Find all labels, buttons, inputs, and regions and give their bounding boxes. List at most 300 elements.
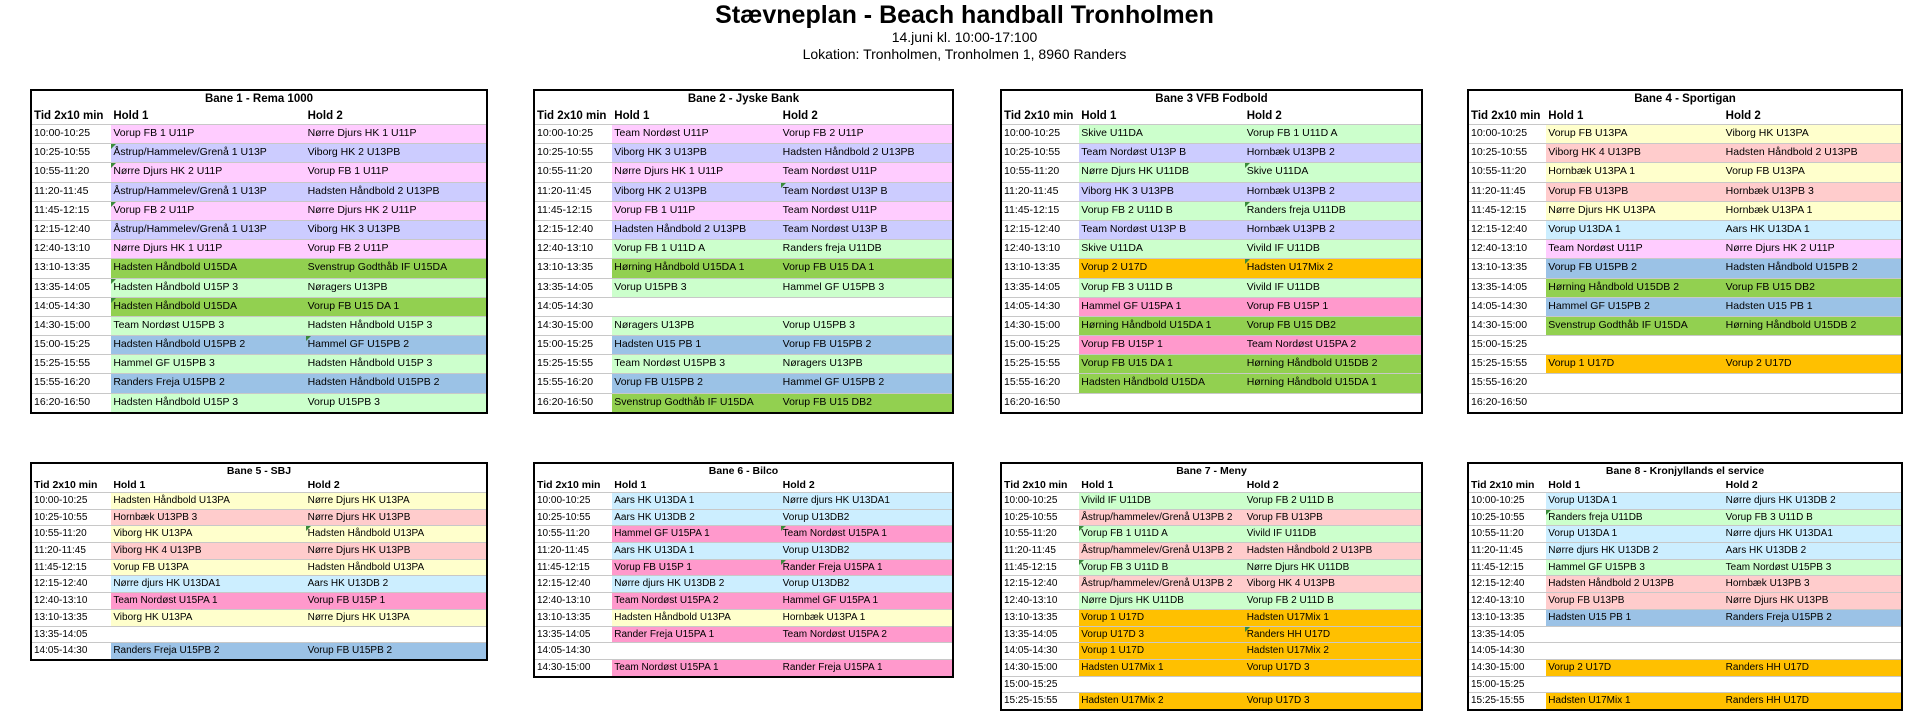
match-row [1002,575,1421,592]
event-location: Lokation: Tronholmen, Tronholmen 1, 8960 Randers [802,46,1127,62]
match-row [1469,692,1901,709]
team-2-cell: Hadsten Håndbold 2 U13PB [1724,144,1901,162]
match-time: 13:10-13:35 [535,610,612,626]
match-row [32,182,486,201]
team-1-cell: Hørning Håndbold U15DB 2 [1546,279,1723,297]
team-2-cell: Nørre Djurs HK U13PA [306,610,486,626]
team-2-cell: Hornbæk U13PB 3 [1724,183,1901,201]
team-2-cell: Hornbæk U13PB 2 [1245,183,1421,201]
match-time: 15:25-15:55 [1469,693,1546,709]
time-column-header: Tid 2x10 min [1471,110,1541,122]
match-time: 11:45-12:15 [1002,202,1079,220]
match-row [32,201,486,220]
court-title: Bane 2 - Jyske Bank [687,93,800,105]
team-2-cell: Hadsten Håndbold 2 U13PB [306,183,486,201]
match-time: 13:10-13:35 [1469,610,1546,626]
match-time: 11:45-12:15 [32,560,111,576]
match-row [32,162,486,181]
team-1-cell: Vorup 2 U17D [1546,660,1723,676]
team-2-cell: Hammel GF U15PA 1 [781,593,952,609]
team-2-cell: Nørre Djurs HK 1 U11P [306,125,486,143]
match-time: 10:25-10:55 [32,144,111,162]
team-1-cell: Team Nordøst U15PB 3 [111,317,305,335]
match-time: 14:30-15:00 [1002,317,1079,335]
team-1-cell: Vorup FB U13PA [111,560,305,576]
team-2-cell: Vorup U13DB2 [781,543,952,559]
match-time: 13:35-14:05 [1469,627,1546,643]
match-time: 14:05-14:30 [535,298,612,316]
court-table-5 [30,462,488,661]
team-1-cell: Team Nordøst U15PA 1 [612,660,780,676]
team-2-cell: Randers HH U17D [1245,627,1421,643]
match-time: 11:20-11:45 [535,543,612,559]
match-row [1469,592,1901,609]
team-2-cell: Vivild IF U11DB [1245,279,1421,297]
team-1-cell: Hadsten Håndbold U15P 3 [111,394,305,412]
match-time: 15:25-15:55 [1469,355,1546,373]
match-time: 15:25-15:55 [535,355,612,373]
team-2-cell: Nøragers U13PB [781,355,952,373]
match-time: 13:10-13:35 [535,259,612,277]
team-1-cell: Vorup FB U15 DA 1 [1079,355,1244,373]
team-1-cell: Hadsten Håndbold U13PA [612,610,780,626]
team-1-cell: Hadsten U17Mix 1 [1546,693,1723,709]
team-2-cell: Vorup FB 2 U11P [306,240,486,258]
match-time: 14:05-14:30 [32,643,111,659]
team-1-cell: Skive U11DA [1079,125,1244,143]
match-row [1002,609,1421,626]
team-2-cell: Vorup FB 3 U11D B [1724,510,1901,526]
team-2-cell: Nørre djurs HK U13DA1 [1724,526,1901,542]
match-row [32,559,486,576]
match-row [1002,239,1421,258]
team-1-cell: Vorup U15PB 3 [612,279,780,297]
team-2-cell: Team Nordøst U15PA 2 [1245,336,1421,354]
match-time: 10:00-10:25 [1469,125,1546,143]
court-title: Bane 4 - Sportigan [1634,93,1736,105]
team-1-cell: Hadsten Håndbold U15P 3 [111,279,305,297]
match-time: 13:35-14:05 [32,627,111,643]
match-row [1002,316,1421,335]
match-row [535,162,952,181]
match-time: 13:10-13:35 [1002,610,1079,626]
time-column-header: Tid 2x10 min [1004,479,1068,491]
match-time: 13:35-14:05 [1469,279,1546,297]
team-2-cell: Nørre djurs HK U13DA1 [781,493,952,509]
team-2-cell: Viborg HK 2 U13PB [306,144,486,162]
match-row [32,626,486,643]
match-row [1002,542,1421,559]
match-row [1002,373,1421,392]
match-time: 12:40-13:10 [535,593,612,609]
team-1-cell: Viborg HK 2 U13PB [612,183,780,201]
team-2-cell: Hørning Håndbold U15DA 1 [1245,374,1421,392]
match-time: 14:30-15:00 [32,317,111,335]
match-row [32,354,486,373]
time-column-header: Tid 2x10 min [1471,479,1535,491]
team-1-cell: Åstrup/hammelev/Grenå U13PB 2 [1079,576,1244,592]
team-1-cell: Team Nordøst U11P [1546,240,1723,258]
match-row [1469,335,1901,354]
team-1-cell: Hadsten Håndbold 2 U13PB [612,221,780,239]
match-time: 15:25-15:55 [32,355,111,373]
match-row [1469,220,1901,239]
team-2-cell: Vorup FB U15P 1 [1245,298,1421,316]
match-time: 12:40-13:10 [535,240,612,258]
match-row [32,316,486,335]
court-title: Bane 1 - Rema 1000 [204,93,314,105]
match-time: 13:35-14:05 [1002,279,1079,297]
match-time: 12:40-13:10 [32,240,111,258]
match-row [535,575,952,592]
column-headers [1469,478,1901,492]
match-row [1002,162,1421,181]
match-time: 12:15-12:40 [535,576,612,592]
team-2-cell: Hornbæk U13PB 3 [1724,576,1901,592]
match-row [1002,676,1421,693]
team-1-cell: Hadsten Håndbold U15DA [1079,374,1244,392]
team-1-cell: Vorup FB 1 U11D A [612,240,780,258]
match-time: 12:15-12:40 [1469,576,1546,592]
team-1-cell [1546,627,1723,643]
team-2-cell [1724,336,1901,354]
match-time: 12:15-12:40 [535,221,612,239]
team-2-cell [1245,394,1421,412]
team-2-cell: Vorup FB U15 DA 1 [306,298,486,316]
match-time: 10:25-10:55 [32,510,111,526]
match-row [1469,258,1901,277]
court-table-6 [533,462,954,678]
team-1-cell: Randers Freja U15PB 2 [111,643,305,659]
match-time: 10:55-11:20 [1469,526,1546,542]
match-time: 11:20-11:45 [1002,183,1079,201]
match-row [32,592,486,609]
match-row [1002,182,1421,201]
team-1-cell: Vorup U13DA 1 [1546,526,1723,542]
match-row [535,278,952,297]
match-row [1469,393,1901,412]
team-2-cell: Hadsten U15 PB 1 [1724,298,1901,316]
time-column-header: Tid 2x10 min [537,479,601,491]
hold1-column-header: Hold 1 [614,110,650,122]
match-row [32,335,486,354]
match-time: 10:55-11:20 [1002,163,1079,181]
court-table-4 [1467,89,1903,414]
team-2-cell: Team Nordøst U13P B [781,221,952,239]
team-2-cell: Svenstrup Godthåb IF U15DA [306,259,486,277]
team-2-cell: Vorup FB U13PB [1245,510,1421,526]
match-time: 10:25-10:55 [1002,510,1079,526]
match-row [1469,525,1901,542]
match-row [535,492,952,509]
team-1-cell: Nørre djurs HK U13DA1 [111,576,305,592]
team-2-cell: Skive U11DA [1245,163,1421,181]
team-1-cell: Viborg HK 3 U13PB [1079,183,1244,201]
team-1-cell: Hørning Håndbold U15DA 1 [1079,317,1244,335]
match-row [1469,124,1901,143]
match-row [1002,525,1421,542]
team-1-cell: Åstrup/Hammelev/Grenå 1 U13P [111,183,305,201]
team-2-cell: Rander Freja U15PA 1 [781,660,952,676]
match-row [535,143,952,162]
match-time: 15:55-16:20 [535,374,612,392]
team-2-cell: Randers HH U17D [1724,693,1901,709]
match-time: 12:40-13:10 [1002,240,1079,258]
team-2-cell: Vorup FB U15 DB2 [1245,317,1421,335]
team-1-cell: Hammel GF U15PB 3 [111,355,305,373]
team-2-cell: Vorup FB 2 U11D B [1245,493,1421,509]
match-time: 15:55-16:20 [1002,374,1079,392]
team-1-cell: Viborg HK 3 U13PB [612,144,780,162]
court-title: Bane 7 - Meny [1176,465,1247,477]
match-row [32,373,486,392]
match-row [1002,220,1421,239]
hold1-column-header: Hold 1 [113,110,149,122]
hold2-column-header: Hold 2 [782,110,818,122]
match-row [32,492,486,509]
match-row [32,124,486,143]
team-1-cell: Aars HK U13DB 2 [612,510,780,526]
team-1-cell: Team Nordøst U11P [612,125,780,143]
team-2-cell: Vorup U15PB 3 [306,394,486,412]
court-table-7 [1000,462,1423,711]
team-1-cell: Team Nordøst U15PA 1 [111,593,305,609]
team-2-cell [781,643,952,659]
match-time: 10:25-10:55 [535,144,612,162]
match-row [1469,642,1901,659]
match-row [32,575,486,592]
match-row [1469,492,1901,509]
match-time: 10:00-10:25 [1002,493,1079,509]
match-row [535,559,952,576]
match-row [1002,297,1421,316]
match-row [32,143,486,162]
team-2-cell: Team Nordøst U11P [781,202,952,220]
match-row [1469,509,1901,526]
team-2-cell: Hornbæk U13PB 2 [1245,144,1421,162]
team-2-cell: Vorup U13DB2 [781,510,952,526]
match-row [1002,692,1421,709]
match-time: 11:20-11:45 [1469,543,1546,559]
team-1-cell: Team Nordøst U15PA 2 [612,593,780,609]
team-1-cell [1079,394,1244,412]
match-time: 10:00-10:25 [1469,493,1546,509]
match-row [535,335,952,354]
match-row [535,525,952,542]
match-time: 13:35-14:05 [535,279,612,297]
match-time: 13:35-14:05 [32,279,111,297]
team-1-cell: Nørre Djurs HK 2 U11P [111,163,305,181]
match-time: 15:00-15:25 [32,336,111,354]
team-1-cell: Viborg HK U13PA [111,526,305,542]
match-row [1469,626,1901,643]
page-title: Stævneplan - Beach handball Tronholmen [715,1,1214,29]
team-1-cell: Vorup U17D 3 [1079,627,1244,643]
court-title: Bane 3 VFB Fodbold [1155,93,1268,105]
match-time: 11:45-12:15 [1469,560,1546,576]
team-2-cell [1724,627,1901,643]
team-2-cell: Randers Freja U15PB 2 [1724,610,1901,626]
team-1-cell: Vorup U13DA 1 [1546,493,1723,509]
match-time: 14:30-15:00 [1469,317,1546,335]
match-row [1002,492,1421,509]
team-2-cell: Nørre Djurs HK 2 U11P [1724,240,1901,258]
court-table-8 [1467,462,1903,711]
match-time: 10:25-10:55 [1469,510,1546,526]
match-row [1469,659,1901,676]
team-1-cell: Vorup FB 1 U11D A [1079,526,1244,542]
team-2-cell: Vorup FB 1 U11P [306,163,486,181]
team-1-cell: Viborg HK 4 U13PB [111,543,305,559]
time-column-header: Tid 2x10 min [1004,110,1074,122]
team-1-cell [612,643,780,659]
team-1-cell: Hammel GF U15PA 1 [612,526,780,542]
team-1-cell: Team Nordøst U13P B [1079,144,1244,162]
team-2-cell: Nørre Djurs HK U11DB [1245,560,1421,576]
match-time: 11:20-11:45 [32,183,111,201]
team-2-cell: Vorup FB 1 U11D A [1245,125,1421,143]
team-1-cell: Hørning Håndbold U15DA 1 [612,259,780,277]
match-time: 10:55-11:20 [535,526,612,542]
match-time: 12:40-13:10 [32,593,111,609]
team-2-cell: Nøragers U13PB [306,279,486,297]
team-1-cell: Vivild IF U11DB [1079,493,1244,509]
court-table-2 [533,89,954,414]
team-1-cell: Hadsten Håndbold U13PA [111,493,305,509]
column-headers [535,108,952,124]
match-row [1002,258,1421,277]
team-2-cell: Hørning Håndbold U15DB 2 [1724,317,1901,335]
team-2-cell: Nørre Djurs HK U13PB [1724,593,1901,609]
match-row [535,626,952,643]
event-date: 14.juni kl. 10:00-17:100 [891,29,1038,45]
team-2-cell: Vorup FB U15 DB2 [1724,279,1901,297]
team-2-cell: Vorup U17D 3 [1245,660,1421,676]
match-row [1469,542,1901,559]
team-1-cell: Vorup 1 U17D [1079,643,1244,659]
hold2-column-header: Hold 2 [1725,479,1758,491]
team-1-cell: Åstrup/Hammelev/Grenå 1 U13P [111,144,305,162]
match-time: 15:00-15:25 [1469,677,1546,693]
match-time: 16:20-16:50 [1002,394,1079,412]
team-1-cell: Nørre Djurs HK U13PA [1546,202,1723,220]
match-row [32,542,486,559]
match-row [1002,201,1421,220]
team-1-cell: Rander Freja U15PA 1 [612,627,780,643]
match-row [1002,335,1421,354]
time-column-header: Tid 2x10 min [537,110,607,122]
match-row [1469,201,1901,220]
team-2-cell: Hammel GF U15PB 2 [306,336,486,354]
match-row [535,316,952,335]
match-time: 14:30-15:00 [1002,660,1079,676]
team-1-cell: Aars HK U13DA 1 [612,493,780,509]
match-row [535,642,952,659]
match-row [1469,575,1901,592]
match-row [32,258,486,277]
team-1-cell: Vorup 1 U17D [1546,355,1723,373]
match-time: 16:20-16:50 [1469,394,1546,412]
team-2-cell: Randers freja U11DB [781,240,952,258]
match-time: 10:25-10:55 [1002,144,1079,162]
match-time: 11:45-12:15 [535,560,612,576]
match-time: 11:20-11:45 [1469,183,1546,201]
team-2-cell: Team Nordøst U15PA 1 [781,526,952,542]
match-time: 14:05-14:30 [535,643,612,659]
column-headers [32,108,486,124]
match-row [1469,182,1901,201]
team-2-cell: Team Nordøst U13P B [781,183,952,201]
team-1-cell: Vorup FB 2 U11D B [1079,202,1244,220]
match-row [32,609,486,626]
match-row [535,124,952,143]
match-time: 15:55-16:20 [1469,374,1546,392]
team-1-cell: Viborg HK U13PA [111,610,305,626]
team-1-cell: Viborg HK 4 U13PB [1546,144,1723,162]
team-1-cell: Vorup FB 3 U11D B [1079,560,1244,576]
court-title: Bane 6 - Bilco [708,465,779,477]
team-2-cell: Vorup 2 U17D [1724,355,1901,373]
match-time: 16:20-16:50 [32,394,111,412]
match-time: 15:00-15:25 [1002,336,1079,354]
team-2-cell [1724,394,1901,412]
match-time: 11:45-12:15 [535,202,612,220]
match-time: 10:55-11:20 [32,163,111,181]
team-2-cell: Vorup FB U15 DB2 [781,394,952,412]
match-row [535,182,952,201]
match-row [1002,559,1421,576]
team-2-cell: Team Nordøst U11P [781,163,952,181]
match-row [535,239,952,258]
match-row [32,642,486,659]
team-2-cell: Hornbæk U13PA 1 [781,610,952,626]
team-1-cell: Svenstrup Godthåb IF U15DA [1546,317,1723,335]
team-1-cell: Skive U11DA [1079,240,1244,258]
team-2-cell: Randers HH U17D [1724,660,1901,676]
team-2-cell [306,627,486,643]
team-1-cell: Svenstrup Godthåb IF U15DA [612,394,780,412]
court-table-1 [30,89,488,414]
match-row [535,592,952,609]
hold1-column-header: Hold 1 [614,479,647,491]
team-1-cell: Aars HK U13DA 1 [612,543,780,559]
match-row [1469,297,1901,316]
team-2-cell: Vorup FB U15 DA 1 [781,259,952,277]
match-row [32,509,486,526]
match-row [535,201,952,220]
team-2-cell: Rander Freja U15PA 1 [781,560,952,576]
match-time: 15:25-15:55 [1002,355,1079,373]
team-1-cell: Nøragers U13PB [612,317,780,335]
team-2-cell: Randers freja U11DB [1245,202,1421,220]
match-time: 12:40-13:10 [1469,240,1546,258]
match-row [535,393,952,412]
team-2-cell: Hadsten Håndbold 2 U13PB [781,144,952,162]
match-row [1002,509,1421,526]
team-2-cell: Hadsten U17Mix 1 [1245,610,1421,626]
team-2-cell: Hadsten Håndbold U13PA [306,560,486,576]
team-1-cell: Hornbæk U13PB 3 [111,510,305,526]
column-headers [1002,108,1421,124]
match-row [1469,559,1901,576]
team-2-cell: Hadsten Håndbold U13PA [306,526,486,542]
match-row [535,609,952,626]
team-1-cell: Vorup FB U15P 1 [612,560,780,576]
court-title: Bane 5 - SBJ [226,465,292,477]
time-column-header: Tid 2x10 min [34,110,104,122]
match-time: 10:25-10:55 [1469,144,1546,162]
match-row [32,220,486,239]
